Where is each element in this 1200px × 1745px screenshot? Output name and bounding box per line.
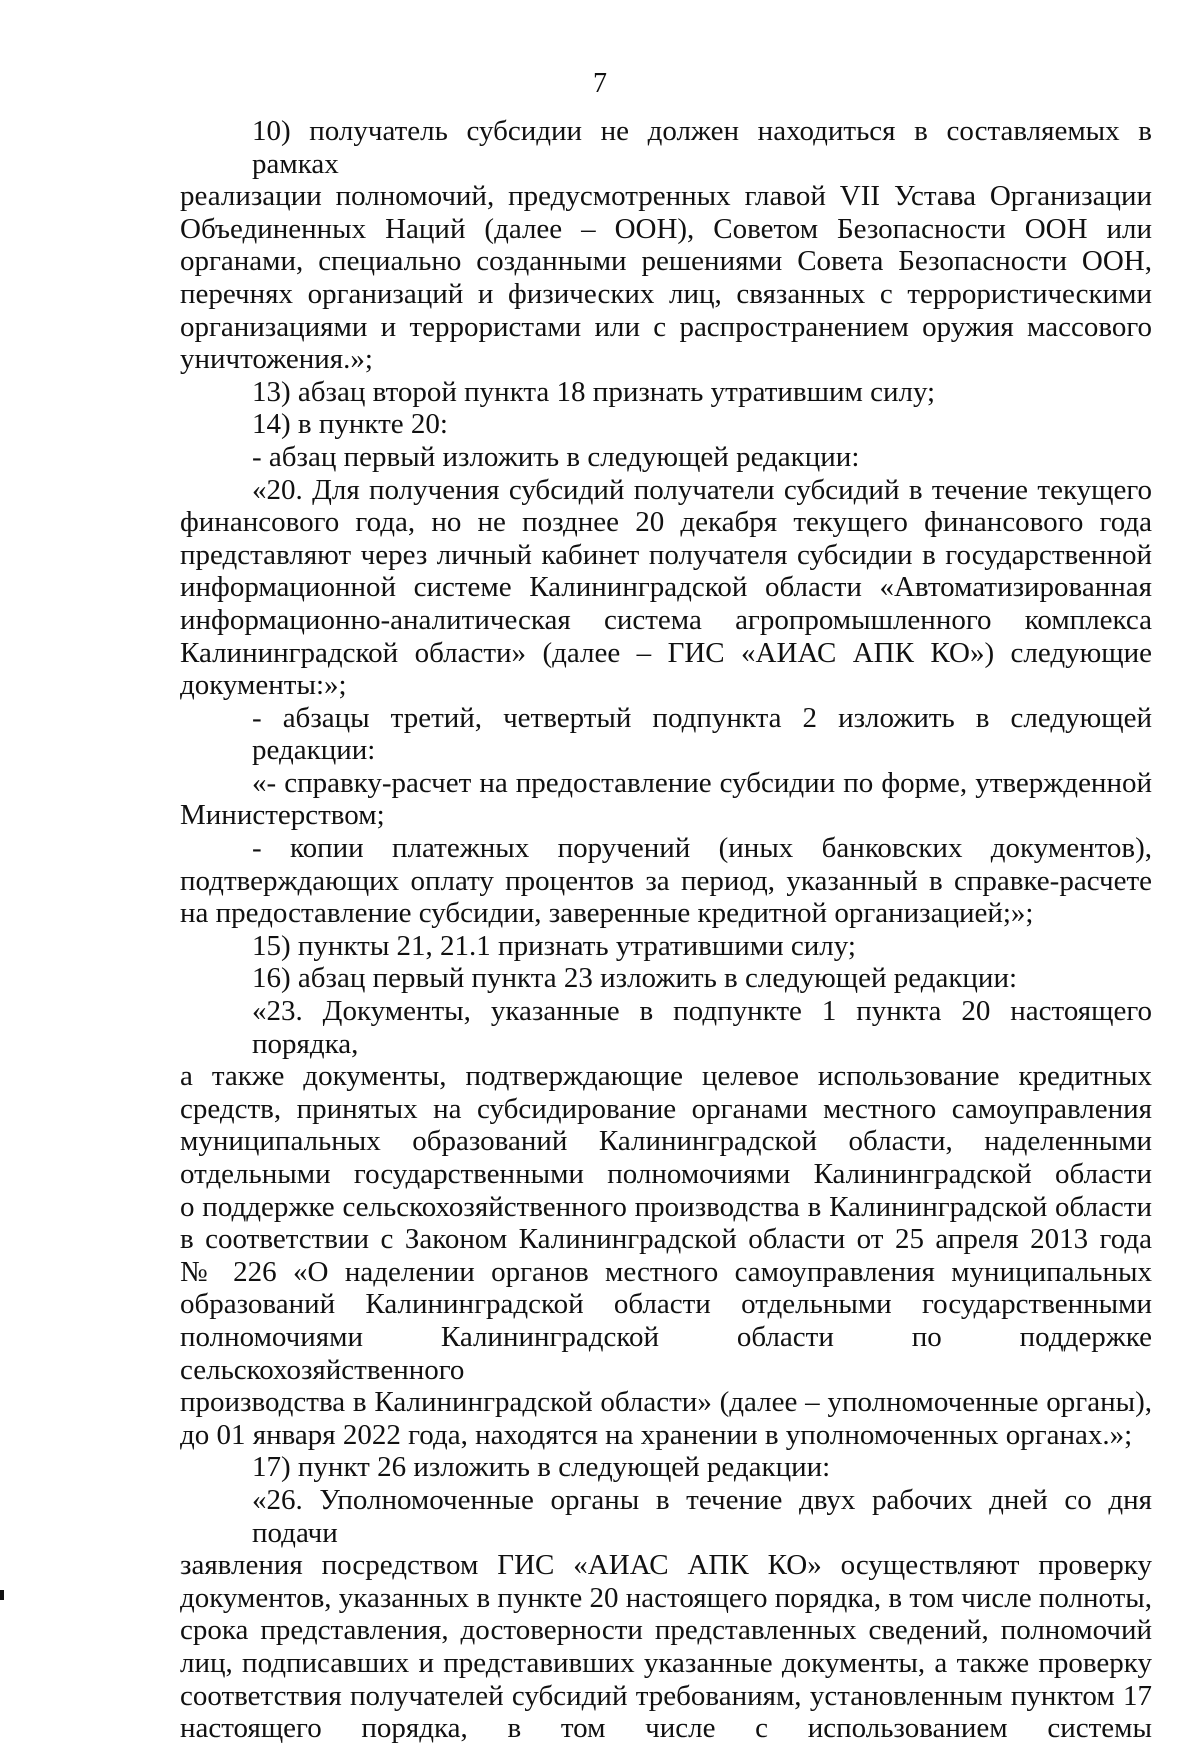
document-line: информационной системе Калининградской области «Автоматизированная	[180, 571, 1152, 604]
document-line: информационно-аналитическая система агропромышленного комплекса	[180, 603, 1152, 636]
document-line: на предоставление субсидии, заверенные кредитной организацией;»;	[180, 897, 1034, 930]
document-line: средств, принятых на субсидирование органами местного самоуправления	[180, 1092, 1152, 1125]
document-line: уничтожения.»;	[180, 343, 373, 376]
document-line: образований Калининградской области отдельными государственными	[180, 1288, 1152, 1321]
document-line: настоящего порядка, в том числе с использованием системы	[180, 1712, 1152, 1745]
document-line: органами, специально созданными решениями Совета Безопасности ООН,	[180, 245, 1152, 278]
document-line: срока представления, достоверности представленных сведений, полномочий	[180, 1614, 1152, 1647]
document-line: представляют через личный кабинет получателя субсидии в государственной	[180, 538, 1152, 571]
document-line: документов, указанных в пункте 20 настоящего порядка, в том числе полноты,	[180, 1581, 1152, 1614]
document-line: в соответствии с Законом Калининградской области от 25 апреля 2013 года	[180, 1223, 1152, 1256]
document-line: Министерством;	[180, 799, 385, 832]
document-line: 13) абзац второй пункта 18 признать утратившим силу;	[252, 375, 936, 408]
document-line: о поддержке сельскохозяйственного производства в Калининградской области	[180, 1190, 1152, 1223]
document-line: 10) получатель субсидии не должен находиться в составляемых в рамках	[252, 115, 1152, 180]
document-line: - копии платежных поручений (иных банковских документов),	[252, 832, 1152, 865]
document-line: перечнях организаций и физических лиц, связанных с террористическими	[180, 277, 1152, 310]
document-line: муниципальных образований Калининградской области, наделенными	[180, 1125, 1152, 1158]
document-line: «23. Документы, указанные в подпункте 1 пункта 20 настоящего порядка,	[252, 995, 1152, 1060]
document-line: финансового года, но не позднее 20 декабря текущего финансового года	[180, 506, 1152, 539]
document-line: - абзац первый изложить в следующей редакции:	[252, 440, 860, 473]
document-body	[180, 115, 1152, 1745]
page-number: 7	[593, 68, 607, 99]
document-line: Калининградской области» (далее – ГИС «АИАС АПК КО») следующие	[180, 636, 1152, 669]
document-line: отдельными государственными полномочиями Калининградской области	[180, 1158, 1152, 1190]
document-line: заявления посредством ГИС «АИАС АПК КО» осуществляют проверку	[180, 1549, 1152, 1582]
document-line: лиц, подписавших и представивших указанные документы, а также проверку	[180, 1646, 1152, 1679]
document-line: подтверждающих оплату процентов за период, указанный в справке-расчете	[180, 864, 1152, 897]
document-line: соответствия получателей субсидий требованиям, установленным пунктом 17	[180, 1679, 1152, 1712]
scan-edge-mark	[0, 1590, 4, 1600]
document-line: 17) пункт 26 изложить в следующей редакции:	[252, 1451, 831, 1484]
document-line: № 226 «О наделении органов местного самоуправления муниципальных	[180, 1255, 1152, 1288]
document-line: производства в Калининградской области» (далее – уполномоченные органы),	[180, 1386, 1152, 1419]
document-line: «26. Уполномоченные органы в течение двух рабочих дней со дня подачи	[252, 1483, 1152, 1549]
document-line: - абзацы третий, четвертый подпункта 2 изложить в следующей редакции:	[252, 701, 1152, 767]
document-line: до 01 января 2022 года, находятся на хранении в уполномоченных органах.»;	[180, 1418, 1133, 1451]
document-line: «20. Для получения субсидий получатели субсидий в течение текущего	[252, 473, 1152, 506]
document-line: Объединенных Наций (далее – ООН), Советом Безопасности ООН или	[180, 212, 1152, 245]
document-line: организациями и террористами или с распространением оружия массового	[180, 310, 1152, 343]
document-line: полномочиями Калининградской области по поддержке сельскохозяйственного	[180, 1320, 1152, 1386]
document-line: 14) в пункте 20:	[252, 408, 448, 441]
document-line: 15) пункты 21, 21.1 признать утратившими силу;	[252, 929, 856, 962]
document-line: 16) абзац первый пункта 23 изложить в следующей редакции:	[252, 962, 1018, 995]
document-line: документы:»;	[180, 669, 347, 702]
document-line: реализации полномочий, предусмотренных главой VII Устава Организации	[180, 180, 1152, 213]
document-line: а также документы, подтверждающие целевое использование кредитных	[180, 1060, 1152, 1093]
document-line: «- справку-расчет на предоставление субсидии по форме, утвержденной	[252, 766, 1152, 799]
